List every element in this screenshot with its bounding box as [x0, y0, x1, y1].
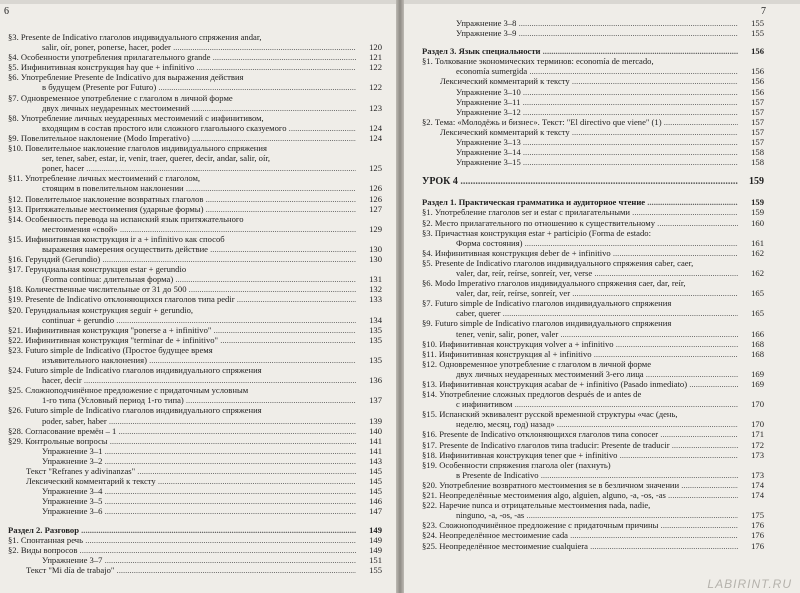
toc-entry-title: УРОК 4 .....: [422, 177, 738, 187]
toc-entry: [8, 395, 382, 405]
toc-entry-title: §28. Согласование времён – 1 .....: [8, 426, 356, 436]
toc-entry-title: §9. Futuro simple de Indicativo глаголов индивидуального спряжения: [422, 318, 672, 329]
toc-entry: [422, 339, 764, 349]
toc-entry-title: Раздел 1. Практическая грамматика и аудиторное чтение .....: [422, 197, 738, 207]
toc-entry-title: §1. Спонтанная речь .....: [8, 535, 356, 545]
toc-entry: [8, 72, 382, 82]
toc-entry: [8, 224, 382, 234]
toc-entry-page: 157: [740, 127, 764, 137]
toc-entry: [422, 268, 764, 278]
toc-entry: [8, 535, 382, 545]
watermark-logo: LABIRINT.RU: [707, 577, 792, 591]
toc-entry-page: 132: [358, 284, 382, 294]
toc-entry: [8, 345, 382, 355]
toc-entry-page: 176: [740, 530, 764, 540]
toc-entry: [8, 284, 382, 294]
toc-entry: [422, 470, 764, 480]
toc-entry: [8, 153, 382, 163]
toc-entry-page: 162: [740, 248, 764, 258]
toc-entry: [8, 335, 382, 345]
toc-entry-page: 159: [740, 177, 764, 187]
toc-entry-title: Текст "Mi día de trabajo" .....: [8, 565, 356, 575]
toc-entry-title: ninguno, -a, -os, -as .....: [422, 510, 738, 520]
toc-entry-page: 141: [358, 446, 382, 456]
toc-entry-page: 175: [740, 510, 764, 520]
toc-entry: [422, 510, 764, 520]
toc-entry: [8, 446, 382, 456]
toc-entry-title: §14. Особенность перевода на испанский язык притяжательного: [8, 213, 244, 224]
toc-entry: [8, 545, 382, 555]
toc-entry-page: 157: [740, 97, 764, 107]
toc-entry: [8, 305, 382, 315]
toc-entry: [422, 278, 764, 288]
toc-entry: [422, 66, 764, 76]
toc-entry: [8, 426, 382, 436]
toc-entry-title: Упражнение 3–4 .....: [8, 486, 356, 496]
toc-entry: [8, 365, 382, 375]
toc-entry-title: §20. Герундиальная конструкция seguir + gerundio,: [8, 304, 194, 315]
toc-entry-page: 173: [740, 470, 764, 480]
toc-entry: [422, 520, 764, 530]
toc-entry-page: 156: [740, 46, 764, 56]
toc-entry-title: Лексический комментарий к тексту .....: [8, 476, 356, 486]
toc-entry-title: §10. Инфинитивная конструкция volver a + infinitivo .....: [422, 339, 738, 349]
toc-entry-title: Упражнение 3–1 .....: [8, 446, 356, 456]
toc-entry-title: §22. Инфинитивная конструкция "terminar de + infinitivo" .....: [8, 335, 356, 345]
toc-entry: [422, 318, 764, 328]
toc-entry-title: §1. Употребление глаголов ser и estar с прилагательными .....: [422, 207, 738, 217]
toc-entry-title: §10. Повелительное наклонение глаголов индивидуального спряжения: [8, 143, 267, 154]
toc-entry: [422, 107, 764, 117]
toc-section-heading: [8, 525, 382, 535]
toc-entry-page: 143: [358, 456, 382, 466]
toc-entry-page: 158: [740, 147, 764, 157]
table-of-contents: [422, 18, 764, 551]
toc-entry-page: 157: [740, 107, 764, 117]
toc-entry-title: §4. Инфинитивная конструкция deber de + infinitivo .....: [422, 248, 738, 258]
toc-entry: [8, 32, 382, 42]
toc-entry-page: 169: [740, 379, 764, 389]
toc-entry-title: Текст "Refranes y adivinanzas" .....: [8, 466, 356, 476]
toc-entry: [422, 207, 764, 217]
toc-entry: [422, 460, 764, 470]
right-page: [404, 4, 800, 593]
toc-entry: [422, 480, 764, 490]
toc-entry-title: двух личных неударенных местоимений 3-его лица .....: [422, 369, 738, 379]
toc-entry-page: 176: [740, 520, 764, 530]
toc-entry-title: входящим в состав простого или сложного глагольного сказуемого .....: [8, 123, 356, 133]
toc-entry-page: 149: [358, 525, 382, 535]
toc-entry-title: §9. Повелительное наклонение (Modo Imperativo) .....: [8, 133, 356, 143]
toc-entry: [8, 62, 382, 72]
toc-entry: [422, 288, 764, 298]
toc-entry-page: 120: [358, 42, 382, 52]
toc-entry-page: 155: [358, 565, 382, 575]
toc-entry-title: Упражнение 3–15 .....: [422, 157, 738, 167]
toc-entry: [422, 379, 764, 389]
toc-entry-title: изъявительного наклонения) .....: [8, 355, 356, 365]
toc-entry-title: §20. Употребление возвратного местоимения se в безличном значении .....: [422, 480, 738, 490]
toc-entry-title: Форма состояния) .....: [422, 238, 738, 248]
toc-entry-title: §23. Сложноподчинённое предложение с придаточным причины .....: [422, 520, 738, 530]
toc-entry: [8, 123, 382, 133]
toc-entry-title: §14. Употребление сложных предлогов después de и antes de: [422, 389, 642, 400]
toc-entry: [422, 429, 764, 439]
toc-entry-page: 127: [358, 204, 382, 214]
toc-entry-title: §29. Контрольные вопросы .....: [8, 436, 356, 446]
toc-entry-title: стоящим в повелительном наклонении .....: [8, 183, 356, 193]
toc-entry-page: 146: [358, 496, 382, 506]
toc-entry-title: hacer, decir .....: [8, 375, 356, 385]
toc-entry: [8, 405, 382, 415]
toc-entry-title: §12. Одновременное употребление с глаголом в личной форме: [422, 358, 652, 369]
toc-entry-title: Упражнение 3–11 .....: [422, 97, 738, 107]
toc-entry: [8, 183, 382, 193]
toc-entry-title: §15. Инфинитивная конструкция ir a + infinitivo как способ: [8, 233, 225, 244]
toc-entry-page: 157: [740, 137, 764, 147]
toc-entry-page: 158: [740, 157, 764, 167]
toc-entry-title: §17. Presente de Indicativo глаголов типа traducir: Presente de traducir .....: [422, 440, 738, 450]
toc-entry-page: 136: [358, 375, 382, 385]
toc-entry-page: 173: [740, 450, 764, 460]
toc-entry-title: §7. Futuro simple de Indicativo глаголов индивидуального спряжения: [422, 298, 672, 309]
toc-entry-page: 125: [358, 163, 382, 173]
toc-entry: [8, 163, 382, 173]
toc-entry-title: §1. Толкование экономических терминов: economía de mercado,: [422, 56, 654, 67]
toc-entry: [8, 486, 382, 496]
toc-entry: [422, 127, 764, 137]
toc-entry: [8, 436, 382, 446]
toc-entry-page: 131: [358, 274, 382, 284]
toc-entry-title: poder, saber, haber .....: [8, 416, 356, 426]
toc-entry-page: 170: [740, 399, 764, 409]
toc-entry-page: 156: [740, 66, 764, 76]
toc-entry: [8, 416, 382, 426]
toc-entry: [422, 541, 764, 551]
toc-entry-title: §2. Виды вопросов .....: [8, 545, 356, 555]
toc-entry-title: §4. Особенности употребления прилагательного grande .....: [8, 52, 356, 62]
toc-entry-page: 156: [740, 87, 764, 97]
toc-entry-page: 166: [740, 329, 764, 339]
toc-entry-title: §2. Тема: «Молодёжь и бизнес». Текст: "El directivo que viene" (1) .....: [422, 117, 738, 127]
toc-entry-page: 162: [740, 268, 764, 278]
toc-entry-page: 126: [358, 194, 382, 204]
toc-entry-title: valer, dar, reír, reírse, sonreír, ver, verse .....: [422, 268, 738, 278]
toc-entry-title: §24. Неопределённое местоимение cada .....: [422, 530, 738, 540]
toc-entry-page: 141: [358, 436, 382, 446]
toc-entry-page: 171: [740, 429, 764, 439]
toc-entry-title: §17. Герундиальная конструкция estar + gerundio: [8, 264, 187, 275]
toc-entry-title: §3. Причастная конструкция estar + participio (Forma de estado:: [422, 227, 651, 238]
toc-entry-page: 172: [740, 440, 764, 450]
toc-entry: [422, 56, 764, 66]
toc-section-heading: [422, 177, 764, 189]
toc-entry: [8, 204, 382, 214]
toc-entry-title: Упражнение 3–6 .....: [8, 506, 356, 516]
toc-entry-title: §25. Неопределённое местоимение cualquiera .....: [422, 541, 738, 551]
toc-entry-page: 165: [740, 308, 764, 318]
toc-entry: [8, 294, 382, 304]
toc-entry-page: 155: [740, 28, 764, 38]
toc-entry-page: 159: [740, 207, 764, 217]
toc-entry-page: 159: [740, 197, 764, 207]
toc-entry-page: 135: [358, 355, 382, 365]
toc-entry: [422, 228, 764, 238]
toc-entry: [422, 419, 764, 429]
toc-entry-page: 145: [358, 466, 382, 476]
toc-entry: [422, 248, 764, 258]
toc-entry-page: 135: [358, 335, 382, 345]
toc-entry: [422, 18, 764, 28]
toc-entry: [422, 440, 764, 450]
toc-entry-title: Упражнение 3–13 .....: [422, 137, 738, 147]
toc-entry-title: valer, dar, reír, reírse, sonreír, ver .....: [422, 288, 738, 298]
toc-entry-title: с инфинитивом .....: [422, 399, 738, 409]
toc-entry-title: §13. Инфинитивная конструкция acabar de + infinitivo (Pasado inmediato) .....: [422, 379, 738, 389]
toc-entry: [422, 238, 764, 248]
toc-entry-page: 130: [358, 244, 382, 254]
toc-entry-title: §11. Употребление личных местоимений с глаголом,: [8, 173, 201, 184]
toc-entry-title: §2. Место прилагательного по отношению к существительному .....: [422, 218, 738, 228]
toc-entry-title: §23. Futuro simple de Indicativo (Простое будущее время: [8, 344, 213, 355]
toc-entry: [8, 143, 382, 153]
page-number: 6: [4, 6, 9, 17]
toc-entry-title: §21. Инфинитивная конструкция "ponerse a + infinitivo" .....: [8, 325, 356, 335]
toc-entry-title: §6. Употребление Presente de Indicativo для выражения действия: [8, 72, 244, 83]
toc-entry-page: 140: [358, 426, 382, 436]
toc-entry-page: 157: [740, 117, 764, 127]
toc-entry: [422, 28, 764, 38]
toc-entry: [8, 315, 382, 325]
toc-entry: [422, 298, 764, 308]
toc-entry: [422, 490, 764, 500]
toc-entry-page: 155: [740, 18, 764, 28]
toc-entry-title: §11. Инфинитивная конструкция al + infinitivo .....: [422, 349, 738, 359]
toc-entry: [8, 385, 382, 395]
toc-entry-title: §15. Испанский эквивалент русской временной структуры «час (день,: [422, 409, 678, 420]
toc-entry-title: местоимения «свой» .....: [8, 224, 356, 234]
toc-entry-page: 126: [358, 183, 382, 193]
toc-entry: [8, 476, 382, 486]
toc-entry-title: §18. Инфинитивная конструкция tener que + infinitivo .....: [422, 450, 738, 460]
toc-entry-title: §7. Одновременное употребление с глаголом в личной форме: [8, 92, 233, 103]
toc-entry-page: 147: [358, 506, 382, 516]
toc-entry-title: неделю, месяц, год) назад» .....: [422, 419, 738, 429]
toc-entry-title: continuar + gerundio .....: [8, 315, 356, 325]
toc-entry-page: 122: [358, 62, 382, 72]
toc-entry: [422, 87, 764, 97]
toc-entry-title: Раздел 3. Язык специальности .....: [422, 46, 738, 56]
toc-entry-title: §8. Употребление личных неударенных местоимений с инфинитивом,: [8, 112, 264, 123]
toc-entry-page: 170: [740, 419, 764, 429]
toc-entry-page: 135: [358, 325, 382, 335]
toc-entry-title: Раздел 2. Разговор .....: [8, 525, 356, 535]
toc-entry-page: 134: [358, 315, 382, 325]
toc-entry: [422, 258, 764, 268]
toc-entry: [422, 399, 764, 409]
toc-entry: [8, 52, 382, 62]
toc-entry: [8, 133, 382, 143]
toc-entry-title: выражения намерения осуществить действие .....: [8, 244, 356, 254]
toc-entry-title: §5. Presente de Indicativo глаголов индивидуального спряжения caber, caer,: [422, 257, 694, 268]
toc-entry: [8, 254, 382, 264]
toc-entry-page: 176: [740, 541, 764, 551]
toc-entry-title: Упражнение 3–8 .....: [422, 18, 738, 28]
toc-entry-title: §16. Герундий (Gerundio) .....: [8, 254, 356, 264]
toc-entry: [422, 308, 764, 318]
toc-entry: [8, 173, 382, 183]
toc-entry-page: 139: [358, 416, 382, 426]
table-of-contents: [8, 32, 382, 575]
toc-entry-page: 129: [358, 224, 382, 234]
toc-entry: [8, 93, 382, 103]
toc-entry: [8, 244, 382, 254]
toc-entry-page: 122: [358, 82, 382, 92]
toc-entry-page: 121: [358, 52, 382, 62]
toc-entry-title: §18. Количественные числительные от 31 до 500 .....: [8, 284, 356, 294]
toc-entry: [422, 218, 764, 228]
toc-entry: [8, 506, 382, 516]
toc-entry: [8, 194, 382, 204]
toc-entry-page: 145: [358, 476, 382, 486]
toc-entry: [422, 409, 764, 419]
toc-entry: [422, 349, 764, 359]
toc-entry: [8, 496, 382, 506]
toc-entry-title: Лексический комментарий к тексту .....: [422, 127, 738, 137]
toc-entry-page: 149: [358, 545, 382, 555]
left-page: [0, 4, 396, 593]
page-number: 7: [761, 6, 766, 17]
toc-entry-title: §26. Futuro simple de Indicativo глаголов индивидуального спряжения: [8, 405, 262, 416]
toc-entry-title: §25. Сложноподчинённое предложение с придаточным условным: [8, 385, 249, 396]
toc-entry-page: 151: [358, 555, 382, 565]
book-gutter: [396, 0, 404, 593]
toc-entry-page: 124: [358, 123, 382, 133]
toc-section-heading: [422, 46, 764, 56]
toc-entry-page: 168: [740, 349, 764, 359]
toc-entry-title: (Forma continua: длительная форма) .....: [8, 274, 356, 284]
toc-entry-title: Упражнение 3–12 .....: [422, 107, 738, 117]
toc-entry-title: ser, tener, saber, estar, ir, venir, traer, querer, decir, andar, salir, oír,: [42, 153, 271, 164]
toc-entry-title: Упражнение 3–5 .....: [8, 496, 356, 506]
toc-entry: [422, 157, 764, 167]
toc-entry-title: в будущем (Presente por Futuro) .....: [8, 82, 356, 92]
toc-entry: [422, 359, 764, 369]
toc-entry: [422, 137, 764, 147]
toc-entry: [8, 565, 382, 575]
toc-entry-title: в Presente de Indicativo .....: [422, 470, 738, 480]
toc-entry: [422, 117, 764, 127]
toc-entry: [422, 530, 764, 540]
toc-entry: [422, 97, 764, 107]
toc-entry-title: salir, oír, poner, ponerse, hacer, poder .....: [8, 42, 356, 52]
toc-entry: [422, 369, 764, 379]
toc-entry: [422, 500, 764, 510]
toc-entry-title: Упражнение 3–2 .....: [8, 456, 356, 466]
toc-entry-title: §6. Modo Imperativo глаголов индивидуального спряжения caer, dar, reír,: [422, 278, 686, 289]
toc-entry-title: §12. Повелительное наклонение возвратных глаголов .....: [8, 194, 356, 204]
toc-entry-title: §24. Futuro simple de Indicativo глаголов индивидуального спряжения: [8, 365, 262, 376]
toc-entry-title: §5. Инфинитивная конструкция hay que + infinitivo .....: [8, 62, 356, 72]
toc-entry-title: 1-го типа (Условный период 1-го типа) .....: [8, 395, 356, 405]
toc-entry: [8, 274, 382, 284]
toc-entry-title: §22. Наречие nunca и отрицательные местоимения nada, nadie,: [422, 500, 651, 511]
toc-entry: [422, 76, 764, 86]
toc-entry: [8, 466, 382, 476]
toc-entry: [8, 456, 382, 466]
toc-entry: [8, 264, 382, 274]
toc-entry-title: §3. Presente de Indicativo глаголов индивидуального спряжения andar,: [8, 32, 262, 42]
toc-entry: [8, 103, 382, 113]
toc-entry: [422, 389, 764, 399]
toc-entry-page: 133: [358, 294, 382, 304]
toc-entry: [422, 329, 764, 339]
toc-entry-page: 174: [740, 490, 764, 500]
toc-entry: [8, 214, 382, 224]
toc-entry-title: Упражнение 3–10 .....: [422, 87, 738, 97]
toc-entry-page: 169: [740, 369, 764, 379]
toc-entry-page: 161: [740, 238, 764, 248]
toc-entry-title: economía sumergida .....: [422, 66, 738, 76]
toc-entry: [8, 355, 382, 365]
toc-entry-title: §13. Притяжательные местоимения (ударные формы) .....: [8, 204, 356, 214]
toc-entry-page: 149: [358, 535, 382, 545]
toc-section-heading: [422, 197, 764, 207]
toc-entry-page: 160: [740, 218, 764, 228]
toc-entry-title: Упражнение 3–9 .....: [422, 28, 738, 38]
toc-entry-title: §16. Presente de Indicativo отклоняющихся глаголов типа conocer .....: [422, 429, 738, 439]
toc-entry: [422, 147, 764, 157]
toc-entry-page: 156: [740, 76, 764, 86]
toc-entry-page: 165: [740, 288, 764, 298]
toc-entry: [422, 450, 764, 460]
toc-entry-page: 124: [358, 133, 382, 143]
toc-entry-page: 168: [740, 339, 764, 349]
toc-entry: [8, 555, 382, 565]
toc-entry-page: 137: [358, 395, 382, 405]
toc-entry-page: 145: [358, 486, 382, 496]
toc-entry: [8, 234, 382, 244]
toc-entry-page: 130: [358, 254, 382, 264]
toc-entry-page: 174: [740, 480, 764, 490]
toc-entry-title: двух личных неударенных местоимений .....: [8, 103, 356, 113]
toc-entry: [8, 375, 382, 385]
toc-entry: [8, 113, 382, 123]
toc-entry-title: Упражнение 3–14 .....: [422, 147, 738, 157]
toc-entry-page: 123: [358, 103, 382, 113]
toc-entry-title: poner, hacer .....: [8, 163, 356, 173]
toc-entry-title: §19. Presente de Indicativo отклоняющихся глаголов типа pedir .....: [8, 294, 356, 304]
toc-entry: [8, 42, 382, 52]
toc-entry-title: Упражнение 3–7 .....: [8, 555, 356, 565]
toc-entry: [8, 82, 382, 92]
toc-entry-title: §19. Особенности спряжения глагола oler (пахнуть): [422, 459, 611, 470]
toc-entry-title: Лексический комментарий к тексту .....: [422, 76, 738, 86]
toc-entry: [8, 325, 382, 335]
toc-entry-title: tener, venir, salir, poner, valer .....: [422, 329, 738, 339]
toc-entry-title: §21. Неопределённые местоимения algo, alguien, alguno, -a, -os, -as .....: [422, 490, 738, 500]
toc-entry-title: caber, querer .....: [422, 308, 738, 318]
